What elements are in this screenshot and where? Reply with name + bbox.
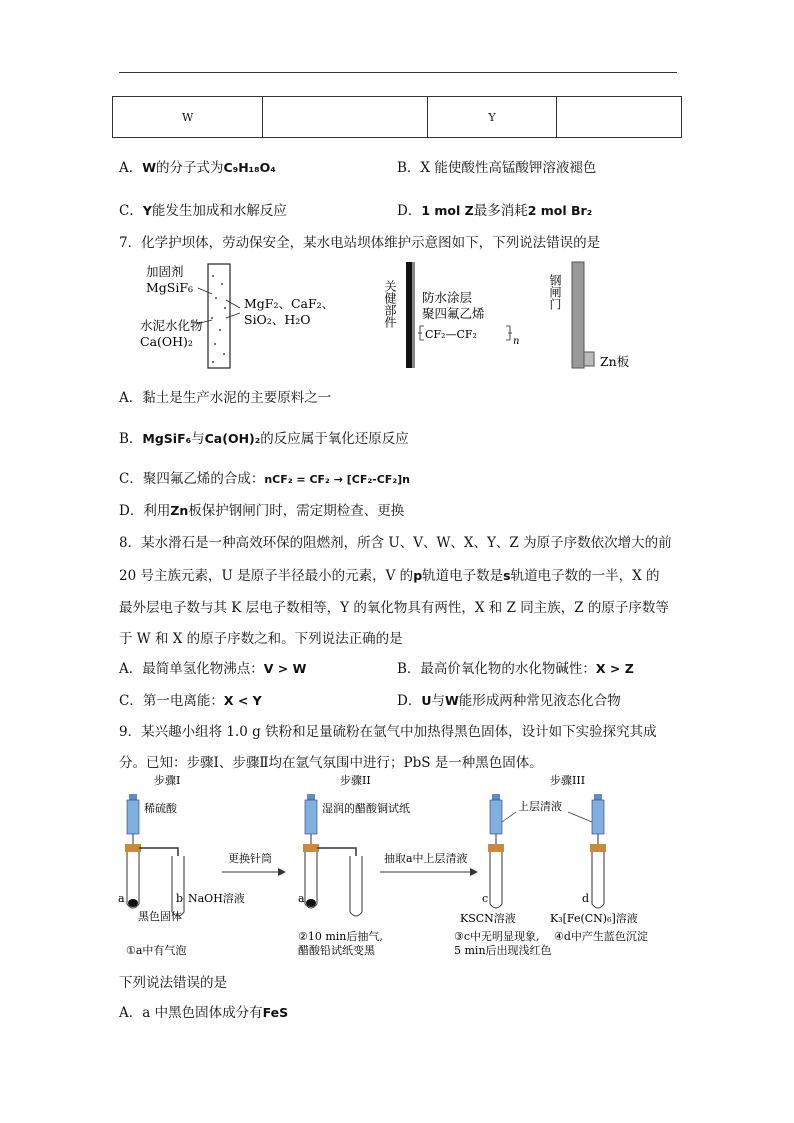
- obs-3a: ③c中无明显现象,: [454, 930, 540, 943]
- q7-option-d: D．利用Zn板保护钢闸门时，需定期检查、更换: [119, 503, 405, 519]
- q8-line-4: 于 W 和 X 的原子序数之和。下列说法正确的是: [119, 631, 403, 647]
- label-a2: a: [298, 892, 305, 905]
- label-ptfe: 聚四氟乙烯: [422, 306, 485, 321]
- label-products-2: SiO₂、H₂O: [244, 312, 311, 327]
- header-rule: [119, 72, 677, 73]
- cell-y-structure: [556, 97, 681, 138]
- obs-1: ①a中有气泡: [126, 944, 187, 957]
- label-products-1: MgF₂、CaF₂、: [244, 296, 335, 311]
- zinc-plate: [584, 352, 594, 366]
- q6-option-a: A．W的分子式为C₉H₁₈O₄: [119, 160, 276, 176]
- label-black-solid: 黑色固体: [138, 910, 182, 923]
- label-coating: 防水涂层: [422, 290, 473, 305]
- q6-option-d: D．1 mol Z最多消耗2 mol Br₂: [397, 203, 593, 219]
- label-b: b: [176, 892, 184, 905]
- label-caoh2: Ca(OH)₂: [140, 334, 193, 349]
- obs-2a: ②10 min后抽气,: [298, 930, 383, 943]
- q8-line-1: 8．某水滑石是一种高效环保的阻燃剂，所含 U、V、W、X、Y、Z 为原子序数依次增大的前: [119, 535, 672, 551]
- steel-gate: [572, 262, 584, 368]
- q6-option-c: C．Y能发生加成和水解反应: [119, 203, 287, 219]
- label-mgsif6: MgSiF₆: [146, 280, 194, 295]
- q8-option-c: C．第一电离能：X < Y: [119, 693, 262, 709]
- coating-layer: [406, 262, 412, 368]
- q6-option-b: B．X 能使酸性高锰酸钾溶液褪色: [397, 160, 597, 176]
- label-step1: 步骤I: [154, 774, 181, 787]
- q9-line-2: 分。已知：步骤Ⅰ、步骤Ⅱ均在氩气氛围中进行；PbS 是一种黑色固体。: [119, 755, 543, 771]
- q7-option-a: A．黏土是生产水泥的主要原料之一: [119, 390, 332, 406]
- q7-option-c: C．聚四氟乙烯的合成：nCF₂ = CF₂ → [CF₂-CF₂]n: [119, 471, 410, 487]
- label-extract: 抽取a中上层清液: [384, 852, 468, 865]
- cell-w-structure: [263, 97, 428, 138]
- q8-line-2: 20 号主族元素，U 是原子半径最小的元素，V 的p轨道电子数是s轨道电子数的一半，X 的: [119, 568, 660, 584]
- label-a1: a: [118, 892, 125, 905]
- structure-table: [112, 96, 682, 138]
- obs-3b: 5 min后出现浅红色: [454, 944, 552, 957]
- label-zn: Zn板: [600, 354, 630, 369]
- label-key-part: 关健部件: [383, 280, 397, 328]
- dam-diagram: [140, 258, 640, 374]
- q7-option-b: B．MgSiF₆与Ca(OH)₂的反应属于氧化还原反应: [119, 431, 409, 447]
- q8-line-3: 最外层电子数与其 K 层电子数相等，Y 的氧化物具有两性，X 和 Z 同主族，Z 的原子序数等: [119, 600, 669, 616]
- label-gate: 钢闸门: [548, 274, 562, 310]
- label-polymer: CF₂—CF₂: [425, 328, 477, 341]
- label-acid: 稀硫酸: [144, 802, 177, 815]
- obs-2b: 醋酸铅试纸变黑: [298, 944, 375, 957]
- cell-y: Y: [428, 97, 556, 138]
- label-step3: 步骤III: [550, 774, 586, 787]
- cell-w: W: [113, 97, 263, 138]
- experiment-diagram: [118, 772, 688, 964]
- label-change-syringe: 更换针筒: [228, 852, 272, 865]
- syringe-1: [127, 794, 139, 844]
- label-n: n: [513, 336, 520, 347]
- label-naoh: NaOH溶液: [188, 892, 245, 905]
- label-cement: 水泥水化物: [140, 318, 203, 333]
- label-paper: 湿润的醋酸铜试纸: [322, 802, 410, 815]
- label-kscn: KSCN溶液: [460, 912, 516, 925]
- concrete-block: [208, 264, 230, 368]
- q7-stem: 7．化学护坝体，劳动保安全，某水电站坝体维护示意图如下，下列说法错误的是: [119, 235, 601, 251]
- q8-option-d: D．U与W能形成两种常见液态化合物: [397, 693, 621, 709]
- q9-option-a: A．a 中黑色固体成分有FeS: [119, 1005, 289, 1021]
- label-additive: 加固剂: [146, 264, 184, 279]
- obs-4: ④d中产生蓝色沉淀: [554, 930, 648, 943]
- label-d: d: [582, 892, 590, 905]
- q9-line-1: 9．某兴趣小组将 1.0 g 铁粉和足量硫粉在氩气中加热得黑色固体，设计如下实验探究其成: [119, 724, 657, 740]
- label-step2: 步骤II: [340, 774, 371, 787]
- label-c: c: [482, 892, 489, 905]
- q8-option-a: A．最简单氢化物沸点：V > W: [119, 661, 307, 677]
- q8-option-b: B．最高价氧化物的水化物碱性：X > Z: [397, 661, 634, 677]
- label-supernatant: 上层清液: [518, 800, 562, 813]
- label-kfecn: K₃[Fe(CN)₆]溶液: [550, 912, 638, 925]
- q9-question: 下列说法错误的是: [119, 975, 227, 991]
